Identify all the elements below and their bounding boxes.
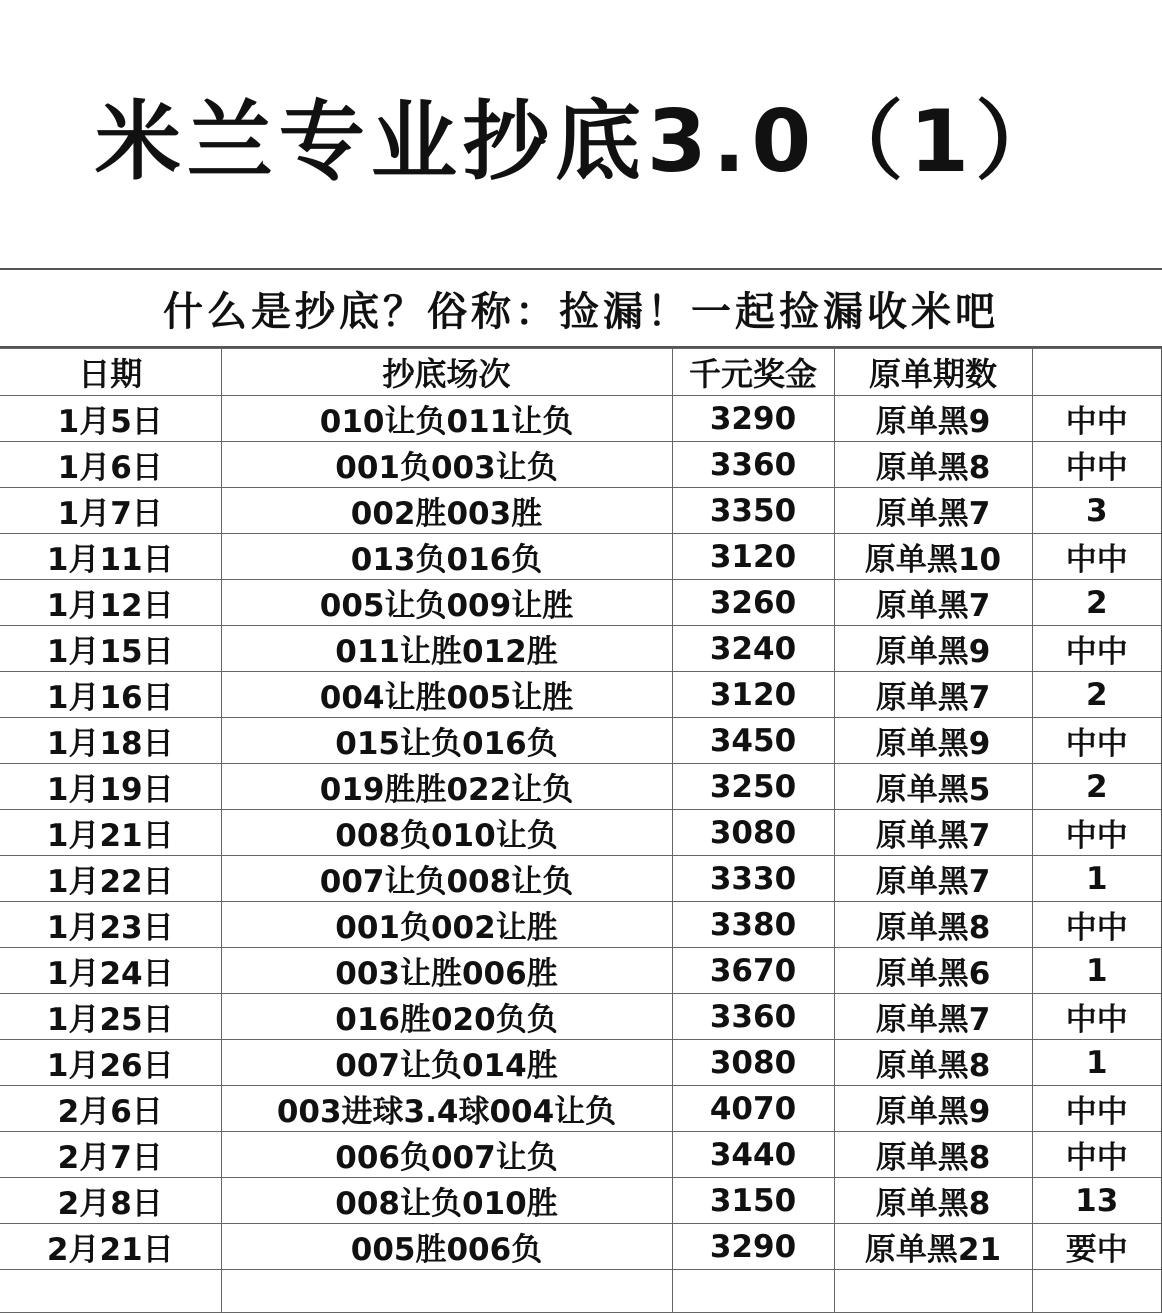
column-header-matches: 抄底场次 xyxy=(221,349,672,396)
cell-issues: 原单黑7 xyxy=(834,672,1032,718)
cell-issues: 原单黑7 xyxy=(834,856,1032,902)
cell-issues: 原单黑7 xyxy=(834,580,1032,626)
header-row xyxy=(0,349,1162,396)
table-row xyxy=(0,442,1162,488)
cell-prize: 3360 xyxy=(672,442,834,488)
cell-issues: 原单黑7 xyxy=(834,488,1032,534)
column-header-date: 日期 xyxy=(0,349,221,396)
cell-result: 中中 xyxy=(1032,718,1162,764)
cell-matches: 016胜020负负 xyxy=(221,994,672,1040)
cell-issues: 原单黑9 xyxy=(834,396,1032,442)
cell-result: 中中 xyxy=(1032,534,1162,580)
cell-date: 2月7日 xyxy=(0,1132,221,1178)
cell-issues: 原单黑7 xyxy=(834,810,1032,856)
cell-date: 1月6日 xyxy=(0,442,221,488)
cell-prize: 3380 xyxy=(672,902,834,948)
cell-prize: 3250 xyxy=(672,764,834,810)
cell-date: 2月8日 xyxy=(0,1178,221,1224)
table-row xyxy=(0,948,1162,994)
cell-matches: 015让负016负 xyxy=(221,718,672,764)
cell-date: 1月15日 xyxy=(0,626,221,672)
cell-result: 中中 xyxy=(1032,810,1162,856)
cell-result: 2 xyxy=(1032,672,1162,718)
empty-cell xyxy=(0,1270,221,1313)
cell-prize: 3290 xyxy=(672,396,834,442)
cell-date: 1月11日 xyxy=(0,534,221,580)
table-row xyxy=(0,1224,1162,1270)
table-row xyxy=(0,672,1162,718)
cell-prize: 3670 xyxy=(672,948,834,994)
table-row xyxy=(0,396,1162,442)
table-row xyxy=(0,718,1162,764)
cell-date: 2月6日 xyxy=(0,1086,221,1132)
cell-matches: 001负002让胜 xyxy=(221,902,672,948)
cell-matches: 007让负008让负 xyxy=(221,856,672,902)
cell-date: 1月21日 xyxy=(0,810,221,856)
cell-result: 2 xyxy=(1032,764,1162,810)
cell-issues: 原单黑9 xyxy=(834,718,1032,764)
cell-matches: 004让胜005让胜 xyxy=(221,672,672,718)
cell-matches: 013负016负 xyxy=(221,534,672,580)
cell-issues: 原单黑8 xyxy=(834,1040,1032,1086)
cell-matches: 006负007让负 xyxy=(221,1132,672,1178)
cell-issues: 原单黑21 xyxy=(834,1224,1032,1270)
cell-prize: 3350 xyxy=(672,488,834,534)
cell-date: 1月19日 xyxy=(0,764,221,810)
cell-issues: 原单黑8 xyxy=(834,1178,1032,1224)
cell-result: 中中 xyxy=(1032,626,1162,672)
column-header-result xyxy=(1032,349,1162,396)
cell-prize: 3440 xyxy=(672,1132,834,1178)
cell-prize: 3120 xyxy=(672,534,834,580)
table-row xyxy=(0,994,1162,1040)
table-row xyxy=(0,626,1162,672)
cell-matches: 008负010让负 xyxy=(221,810,672,856)
cell-prize: 3260 xyxy=(672,580,834,626)
cell-date: 1月12日 xyxy=(0,580,221,626)
cell-prize: 3150 xyxy=(672,1178,834,1224)
table-row xyxy=(0,1086,1162,1132)
cell-result: 1 xyxy=(1032,1040,1162,1086)
page-subtitle: 什么是抄底？俗称：捡漏！一起捡漏收米吧 xyxy=(0,270,1162,348)
cell-date: 2月21日 xyxy=(0,1224,221,1270)
cell-result: 1 xyxy=(1032,948,1162,994)
cell-matches: 003进球3.4球004让负 xyxy=(221,1086,672,1132)
cell-issues: 原单黑9 xyxy=(834,626,1032,672)
results-table xyxy=(0,348,1162,1313)
cell-result: 2 xyxy=(1032,580,1162,626)
cell-result: 13 xyxy=(1032,1178,1162,1224)
table-row xyxy=(0,856,1162,902)
cell-matches: 005胜006负 xyxy=(221,1224,672,1270)
cell-prize: 3120 xyxy=(672,672,834,718)
cell-prize: 3240 xyxy=(672,626,834,672)
cell-prize: 3360 xyxy=(672,994,834,1040)
cell-result: 中中 xyxy=(1032,396,1162,442)
table-row xyxy=(0,810,1162,856)
cell-issues: 原单黑6 xyxy=(834,948,1032,994)
table-row xyxy=(0,488,1162,534)
cell-prize: 3330 xyxy=(672,856,834,902)
cell-matches: 003让胜006胜 xyxy=(221,948,672,994)
cell-issues: 原单黑7 xyxy=(834,994,1032,1040)
cell-matches: 001负003让负 xyxy=(221,442,672,488)
cell-matches: 007让负014胜 xyxy=(221,1040,672,1086)
cell-matches: 011让胜012胜 xyxy=(221,626,672,672)
cell-date: 1月23日 xyxy=(0,902,221,948)
cell-prize: 3080 xyxy=(672,810,834,856)
cell-date: 1月18日 xyxy=(0,718,221,764)
cell-matches: 005让负009让胜 xyxy=(221,580,672,626)
empty-row xyxy=(0,1270,1162,1313)
cell-date: 1月24日 xyxy=(0,948,221,994)
cell-issues: 原单黑9 xyxy=(834,1086,1032,1132)
cell-prize: 3450 xyxy=(672,718,834,764)
cell-issues: 原单黑8 xyxy=(834,1132,1032,1178)
cell-result: 3 xyxy=(1032,488,1162,534)
cell-result: 中中 xyxy=(1032,1132,1162,1178)
cell-issues: 原单黑8 xyxy=(834,442,1032,488)
table-body xyxy=(0,396,1162,1313)
cell-result: 中中 xyxy=(1032,1086,1162,1132)
table-row xyxy=(0,580,1162,626)
column-header-issues: 原单期数 xyxy=(834,349,1032,396)
cell-date: 1月22日 xyxy=(0,856,221,902)
table-row xyxy=(0,534,1162,580)
cell-result: 中中 xyxy=(1032,902,1162,948)
cell-result: 要中 xyxy=(1032,1224,1162,1270)
cell-result: 中中 xyxy=(1032,442,1162,488)
table-row xyxy=(0,1040,1162,1086)
table-row xyxy=(0,764,1162,810)
empty-cell xyxy=(834,1270,1032,1313)
cell-prize: 3080 xyxy=(672,1040,834,1086)
empty-cell xyxy=(672,1270,834,1313)
cell-date: 1月5日 xyxy=(0,396,221,442)
cell-date: 1月16日 xyxy=(0,672,221,718)
empty-cell xyxy=(221,1270,672,1313)
cell-result: 1 xyxy=(1032,856,1162,902)
empty-cell xyxy=(1032,1270,1162,1313)
cell-date: 1月26日 xyxy=(0,1040,221,1086)
cell-prize: 4070 xyxy=(672,1086,834,1132)
cell-issues: 原单黑5 xyxy=(834,764,1032,810)
cell-date: 1月25日 xyxy=(0,994,221,1040)
cell-issues: 原单黑8 xyxy=(834,902,1032,948)
cell-matches: 002胜003胜 xyxy=(221,488,672,534)
page-title: 米兰专业抄底3.0（1） xyxy=(0,0,1162,270)
cell-matches: 008让负010胜 xyxy=(221,1178,672,1224)
cell-matches: 010让负011让负 xyxy=(221,396,672,442)
cell-issues: 原单黑10 xyxy=(834,534,1032,580)
column-header-prize: 千元奖金 xyxy=(672,349,834,396)
cell-date: 1月7日 xyxy=(0,488,221,534)
table-row xyxy=(0,902,1162,948)
table-row xyxy=(0,1132,1162,1178)
cell-matches: 019胜胜022让负 xyxy=(221,764,672,810)
cell-result: 中中 xyxy=(1032,994,1162,1040)
cell-prize: 3290 xyxy=(672,1224,834,1270)
table-row xyxy=(0,1178,1162,1224)
